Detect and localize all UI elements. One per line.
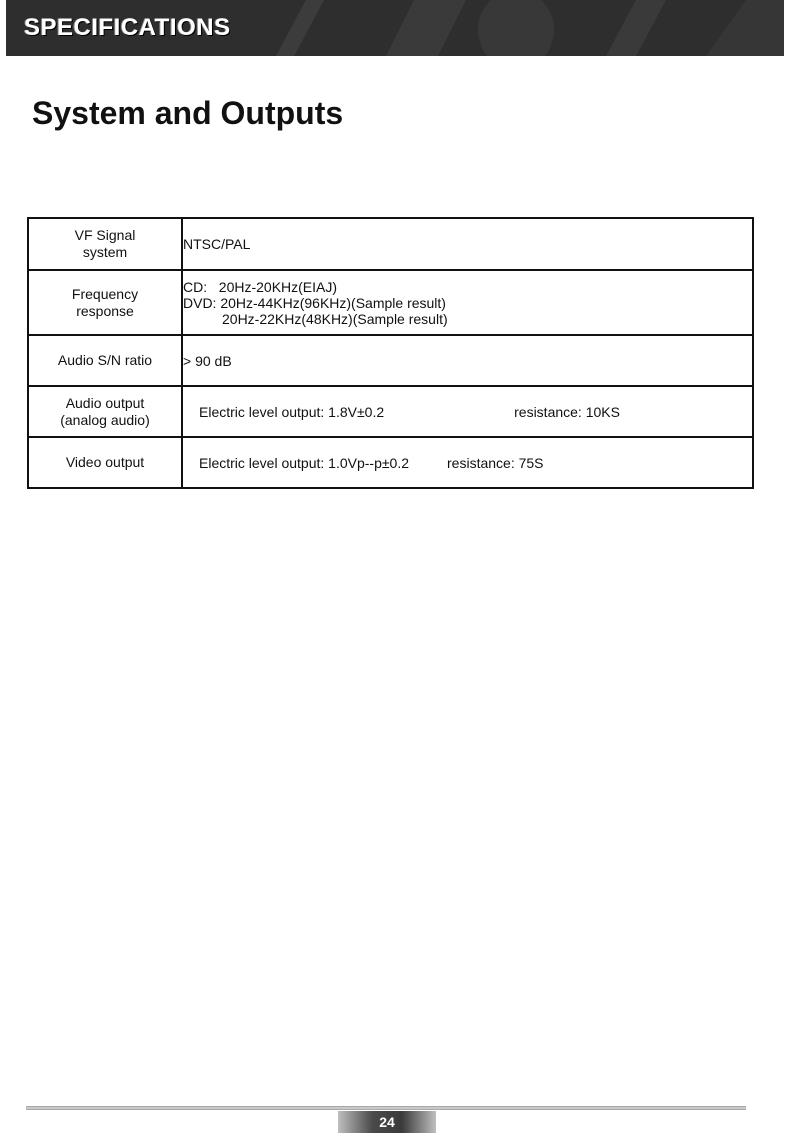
row-value: NTSC/PAL bbox=[182, 218, 753, 270]
page-number: 24 bbox=[338, 1111, 436, 1133]
row-label: Audio output (analog audio) bbox=[28, 386, 182, 437]
row-label: Video output bbox=[28, 437, 182, 488]
table-row bbox=[28, 218, 753, 270]
footer-divider bbox=[26, 1106, 746, 1110]
header-title: SPECIFICATIONS bbox=[24, 14, 231, 41]
row-label: Frequency response bbox=[28, 270, 182, 335]
row-label: VF Signal system bbox=[28, 218, 182, 270]
row-value: > 90 dB bbox=[182, 335, 753, 386]
table-row bbox=[28, 437, 753, 488]
table-row bbox=[28, 270, 753, 335]
spec-table bbox=[27, 217, 754, 489]
section-title: System and Outputs bbox=[32, 95, 344, 131]
row-label: Audio S/N ratio bbox=[28, 335, 182, 386]
row-value: CD: 20Hz-20KHz(EIAJ) DVD: 20Hz-44KHz(96KHz)(Sample result) 20Hz-22KHz(48KHz)(Sample result) bbox=[182, 270, 753, 335]
row-value: Electric level output: 1.0Vp--p±0.2 resistance: 75S bbox=[182, 437, 753, 488]
table-row bbox=[28, 386, 753, 437]
header-bar bbox=[6, 0, 784, 56]
table-row bbox=[28, 335, 753, 386]
row-value: Electric level output: 1.8V±0.2 resistance: 10KS bbox=[182, 386, 753, 437]
